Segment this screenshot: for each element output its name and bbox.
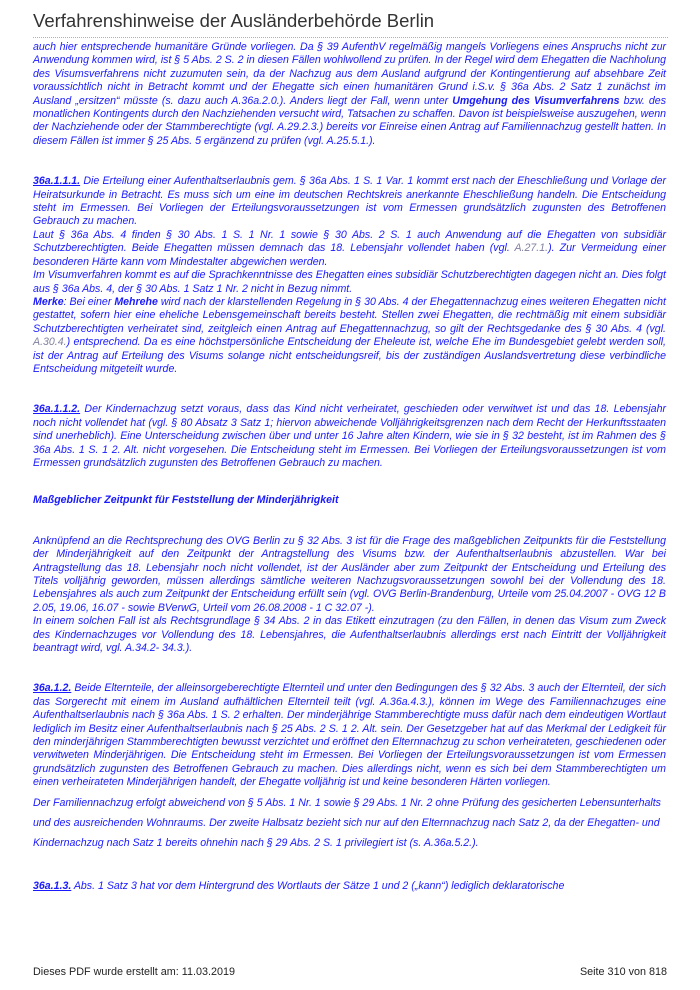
paragraph-humanitarian: auch hier entsprechende humanitäre Gründe vorliegen. Da § 39 AufenthV regelmäßig mangels Vorliegens eines Anspruchs nicht zur Anwendung kommen wird, ist § 5 Abs. 2 S. 2 in diesen Fällen wohlwollend zu prüfen. In der Regel wird dem Ehegatten die Nachholung des Visumsverfahrens nicht zuzumuten sein, da der Nachzug aus dem Ausland aufgrund der Kontingentierung auf absehbare Zeit voraussichtlich nicht in Betracht kommt und der Ehegatte sich einen humanitären Grund i.S.v. § 36a Abs. 2 Satz 1 zunächst im Ausland „ersitzen“ müsste (s. dazu auch A.36a.2.0.). Anders liegt der Fall, wenn unter Umgehung des Visumverfahrens bzw. des monatlichen Kontingents durch den Nachziehenden versucht wird, Tatsachen zu schaffen. Davon ist beispielsweise auszugehen, wenn der Nachziehende oder der Stammberechtigte (vgl. A.29.2.3.) bereits vor Einreise einen Antrag auf Familiennachzug gestellt hatten. In diesem Fällen ist immer § 25 Abs. 5 ergänzend zu prüfen (vgl. A.25.5.1.). [33, 41, 667, 147]
reference-a27-1: A.27.1. [514, 242, 549, 255]
paragraph-familiennachzug: Der Familiennachzug erfolgt abweichend von § 5 Abs. 1 Nr. 1 sowie § 29 Abs. 1 Nr. 2 ohne Prüfung des gesicherten Lebensunterhalts und des ausreichenden Wohnraums. Der zweite Halbsatz bezieht sich nur auf den Elternnachzug nach Satz 2, da der Ehegatten- und Kindernachzug nach Satz 1 bereits ohnehin nach § 29 Abs. 2 S. 1 privilegiert ist (s. A.36a.5.2.). [33, 796, 661, 849]
section-link-36a-1-1-2[interactable]: 36a.1.1.2. [33, 403, 81, 416]
section-36a-1-1-1: 36a.1.1.1. Die Erteilung einer Aufenthaltserlaubnis gem. § 36a Abs. 1 S. 1 Var. 1 kommt erst nach der Eheschließung und Vorlage der Heiratsurkunde in Betracht. Es muss sich um eine im deutschen Rechtskreis anerkannte Eheschließung handeln. Die Entscheidung steht im Ermessen. Bei Vorliegen der Erteilungsvoraussetzungen ist vom Ermessen grundsätzlich zugunsten des Betroffenen Gebrauch zu machen. [33, 175, 666, 228]
section-36a-1-3: 36a.1.3. Abs. 1 Satz 3 hat vor dem Hintergrund des Wortlauts der Sätze 1 und 2 („kann“) lediglich deklaratorische [33, 879, 565, 892]
footer-page-number: Seite 310 von 818 [579, 966, 667, 978]
paragraph-sprachkenntnisse: Im Visumverfahren kommt es auf die Sprachkenntnisse des Ehegatten eines subsidiär Schutzberechtigten dagegen nicht an. Dies folgt aus § 36a Abs. 4, der § 30 Abs. 1 Satz 1 Nr. 2 nicht in Bezug nimmt. [33, 269, 666, 295]
section-link-36a-1-1-1[interactable]: 36a.1.1.1. [33, 175, 81, 188]
footer-created-date: Dieses PDF wurde erstellt am: 11.03.2019 [33, 966, 236, 978]
reference-a30-4: A.30.4. [33, 336, 67, 349]
emphasis-visumverfahren: Umgehung des Visumverfahrens [452, 94, 620, 107]
section-heading-minderjaehrigkeit: Maßgeblicher Zeitpunkt für Feststellung der Minderjährigkeit [33, 494, 339, 507]
section-36a-1-2: 36a.1.2. Beide Elternteile, der alleinsorgeberechtigte Elternteil und unter den Bedingungen des § 32 Abs. 3 auch der Elternteil, der sich das Sorgerecht mit einem im Ausland aufhältlichen Elternteil teilt (vgl. A.36a.4.3.), können im Wege des Familiennachzuges eine Aufenthaltserlaubnis nach § 36a Abs. 1 S. 2 erhalten. Der minderjährige Stammberechtigte muss dafür nach dem eindeutigen Wortlaut lediglich im Besitz einer Aufenthaltserlaubnis nach § 25 Abs. 2 S. 1 2. Alt. sein. Der Gesetzgeber hat auf das Merkmal der Ledigkeit für den minderjährigen Stammberechtigten bewusst verzichtet und eröffnet den Elternnachzug zu schon verheirateten, geschiedenen oder verwitweten Minderjährigen. Die Entscheidung steht im Ermessen. Bei Vorliegen der Erteilungsvoraussetzungen ist vom Ermessen grundsätzlich zugunsten des Betroffenen Gebrauch zu machen. Dies allerdings nicht, wenn es sich bei dem Stammberechtigten um einen verheirateten Minderjährigen handelt, der Ehegatte volljährig ist und keine besonderen Härten vorliegen. [33, 682, 666, 789]
section-link-36a-1-2[interactable]: 36a.1.2. [33, 682, 72, 695]
paragraph-zeitpunkt: Anknüpfend an die Rechtsprechung des OVG Berlin zu § 32 Abs. 3 ist für die Frage des maßgeblichen Zeitpunkts für die Feststellung der Minderjährigkeit auf den Zeitpunkt der Antragstellung des Visums bzw. der Aufenthaltserlaubnis abzustellen. War bei Antragstellung das 18. Lebensjahr noch nicht vollendet, ist der Ausländer aber zum Zeitpunkt der Entscheidung und Erteilung des Titels volljährig geworden, müssen allerdings sämtliche weiteren Nachzugsvoraussetzungen sowohl bei der Vollendung des 18. Lebensjahres als auch zum Zeitpunkt der Entscheidung erfüllt sein (vgl. OVG Berlin-Brandenburg, Urteile vom 25.04.2007 - OVG 12 B 2.05, 19.06, 16.07 - sowie BVerwG, Urteil vom 26.08.2008 - 1 C 32.07 -). [33, 534, 666, 614]
paragraph-rechtsgrundlage: In einem solchen Fall ist als Rechtsgrundlage § 34 Abs. 2 in das Etikett einzutragen (zu den Fällen, in denen das Visum zum Zweck des Kindernachzuges vor Vollendung des 18. Lebensjahres, die Aufenthaltserlaubnis allerdings erst nach Eintritt der Volljährigkeit beantragt wird, vgl. A.34.2- 34.3.). [33, 615, 666, 655]
page-title: Verfahrenshinweise der Ausländerbehörde Berlin [33, 10, 435, 31]
section-36a-1-1-2: 36a.1.1.2. Der Kindernachzug setzt voraus, dass das Kind nicht verheiratet, geschieden oder verwitwet ist und das 18. Lebensjahr noch nicht vollendet hat (vgl. § 80 Absatz 3 Satz 1; hiervon abweichende Volljährigkeitsgrenzen nach dem Recht der Herkunftsstaaten sind unerheblich). Eine Unterscheidung zwischen über und unter 16 Jahre alten Kindern, wie sie in § 32 besteht, ist im Rahmen des § 36a Abs. 1 S. 1 2. Alt. nicht vorgesehen. Die Entscheidung steht im Ermessen. Bei Vorliegen der Erteilungsvoraussetzungen ist vom Ermessen grundsätzlich zugunsten des Betroffenen Gebrauch zu machen. [33, 403, 666, 469]
paragraph-mehrehe: Merke: Bei einer Mehrehe wird nach der klarstellenden Regelung in § 30 Abs. 4 der Ehegattennachzug eines weiteren Ehegatten nicht gestattet, sofern hier eine eheliche Lebensgemeinschaft bereits besteht. Stellen zwei Ehegatten, die rechtmäßig mit einem subsidiär Schutzberechtigten verheiratet sind, zeitgleich einen Antrag auf Ehegattennachzug, so gilt der Rechtsgedanke des § 30 Abs. 4 (vgl. A.30.4.) entsprechend. Da es eine höchstpersönliche Entscheidung der Eheleute ist, welche Ehe im Bundesgebiet gelebt werden soll, ist der Antrag auf Erteilung des Visums solange nicht entscheidungsreif, bis der zuständigen Auslandsvertretung diese verbindliche Entscheidung mitgeteilt wurde. [33, 295, 666, 375]
section-link-36a-1-3[interactable]: 36a.1.3. [33, 879, 72, 892]
header-divider [33, 37, 668, 38]
paragraph-mindestalter: Laut § 36a Abs. 4 finden § 30 Abs. 1 S. 1 Nr. 1 sowie § 30 Abs. 2 S. 1 auch Anwendung auf die Ehegatten von subsidiär Schutzberechtigten. Beide Ehegatten müssen demnach das 18. Lebensjahr vollendet haben (vgl. A.27.1.). Zur Vermeidung einer besonderen Härte kann vom Mindestalter abgewichen werden. [33, 228, 666, 268]
document-body [33, 41, 666, 893]
